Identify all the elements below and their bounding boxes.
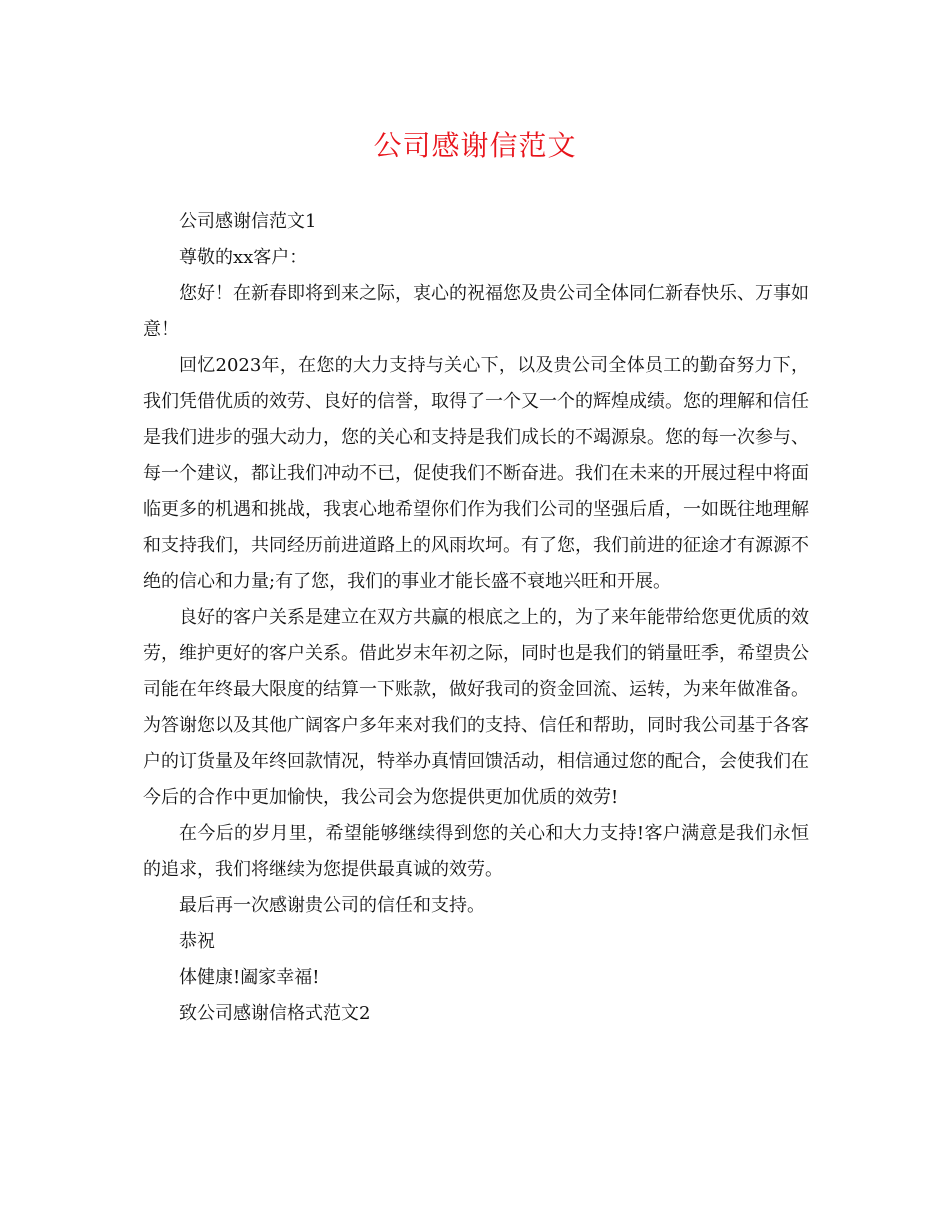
document-title: 公司感谢信范文 [373,129,577,162]
body-paragraph: 在今后的岁月里，希望能够继续得到您的关心和大力支持!客户满意是我们永恒的追求，我们将继续为您提供最真诚的效劳。 [143,823,809,880]
section-heading: 致公司感谢信格式范文2 [179,1003,371,1024]
closing-wish: 体健康!阖家幸福! [179,967,320,988]
body-paragraph: 良好的客户关系是建立在双方共赢的根底之上的，为了来年能带给您更优质的效劳，维护更好的客户关系。借此岁末年初之际，同时也是我们的销量旺季，希望贵公司能在年终最大限度的结算一下账款，做好我司的资金回流、运转，为来年做准备。为答谢您以及其他广阔客户多年来对我们的支持、信任和帮助，同时我公司基于各客户的订货量及年终回款情况，特举办真情回馈活动，相信通过您的配合，会使我们在今后的合作中更加愉快，我公司会为您提供更加优质的效劳! [143,607,809,808]
body-paragraph: 回忆2023年，在您的大力支持与关心下，以及贵公司全体员工的勤奋努力下，我们凭借优质的效劳、良好的信誉，取得了一个又一个的辉煌成绩。您的理解和信任是我们进步的强大动力，您的关心和支持是我们成长的不竭源泉。您的每一次参与、每一个建议，都让我们冲动不已，促使我们不断奋进。我们在未来的开展过程中将面临更多的机遇和挑战，我衷心地希望你们作为我们公司的坚强后盾，一如既往地理解和支持我们，共同经历前进道路上的风雨坎坷。有了您，我们前进的征途才有源源不绝的信心和力量;有了您，我们的事业才能长盛不衰地兴旺和开展。 [143,355,809,592]
section-heading: 公司感谢信范文1 [179,211,317,232]
body-paragraph: 您好！在新春即将到来之际，衷心的祝福您及贵公司全体同仁新春快乐、万事如意！ [143,283,809,340]
document-body [143,204,809,1032]
closing: 恭祝 [179,931,215,952]
salutation: 尊敬的xx客户： [179,247,308,268]
body-paragraph: 最后再一次感谢贵公司的信任和支持。 [179,895,485,916]
